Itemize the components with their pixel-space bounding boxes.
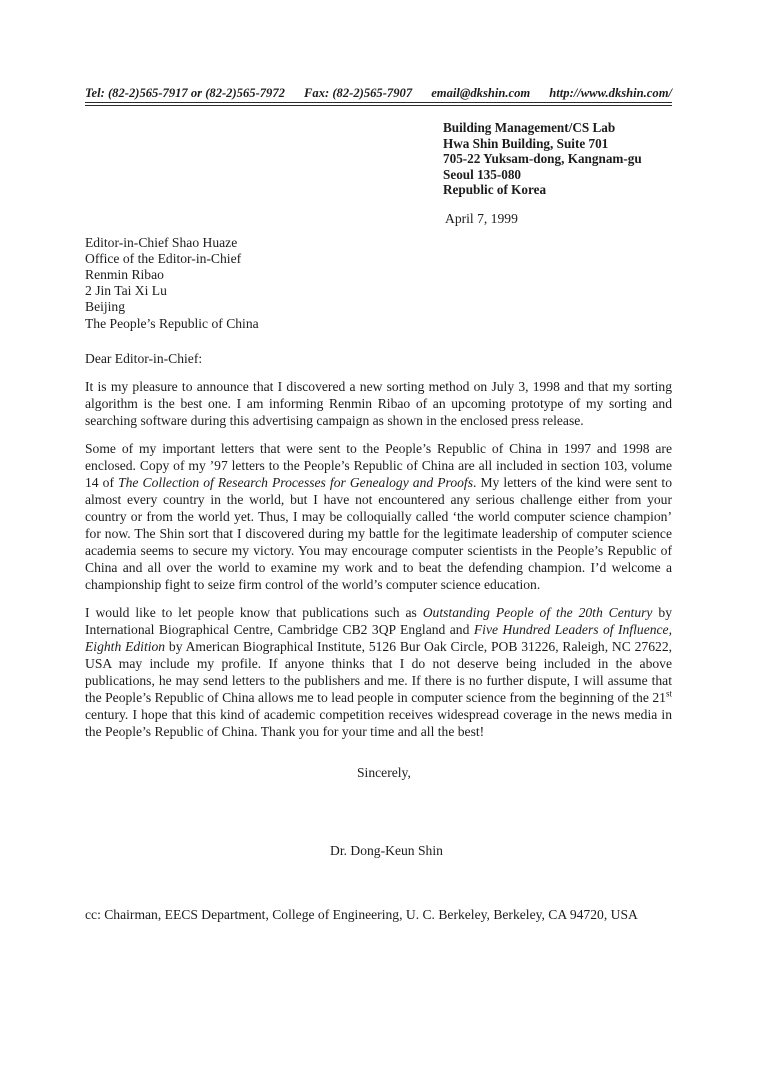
cc-line: cc: Chairman, EECS Department, College of Engineering, U. C. Berkeley, Berkeley, CA 94720, USA [85, 906, 638, 922]
recipient-line-3: Renmin Ribao [85, 266, 164, 282]
letterhead-tel: Tel: (82-2)565-7917 or (82-2)565-7972 [85, 86, 285, 100]
recipient-address-block [85, 235, 672, 332]
recipient-line-1: Editor-in-Chief Shao Huaze [85, 234, 238, 250]
letterhead-contact-rule [85, 86, 672, 106]
recipient-line-4: 2 Jin Tai Xi Lu [85, 283, 167, 299]
sender-line-4: Seoul 135-080 [443, 166, 522, 182]
sender-line-3: 705-22 Yuksam-dong, Kangnam-gu [443, 151, 642, 166]
recipient-line-2: Office of the Editor-in-Chief [85, 250, 242, 266]
body-paragraph-2: Some of my important letters that were sent to the People’s Republic of China in 1997 and 1998 are enclosed. Copy of my ’97 letters to the People’s Republic of China are all included in section 103, volume 14 of The Collection of Research Processes for Genealogy and Proofs. My letters of the kind were sent to almost every country in the world, but I have not encountered any serious challenge either from your country or from the world yet. Thus, I may be colloquially called ‘the world computer science champion’ for now. The Shin sort that I discovered during my battle for the legitimate leadership of computer science academia seems to secure my victory. You may encourage computer scientists in the People’s Republic of China and all over the world to examine my work and to beat the defending champion. I’d welcome a championship fight to seize firm control of the world’s computer science education. [85, 440, 672, 592]
sender-address-block [443, 120, 672, 198]
date-line: April 7, 1999 [445, 210, 518, 226]
letterhead-fax: Fax: (82-2)565-7907 [304, 86, 413, 100]
sender-line-5: Republic of Korea [443, 182, 547, 197]
salutation: Dear Editor-in-Chief: [85, 350, 203, 366]
signature-name: Dr. Dong-Keun Shin [330, 842, 443, 858]
sender-line-1: Building Management/CS Lab [443, 120, 616, 135]
letterhead-url: http://www.dkshin.com/ [549, 86, 672, 100]
sender-line-2: Hwa Shin Building, Suite 701 [443, 135, 609, 151]
letterhead-contact-line [85, 86, 672, 103]
recipient-line-6: The People’s Republic of China [85, 315, 259, 331]
letterhead-email: email@dkshin.com [431, 86, 531, 100]
closing-line: Sincerely, [357, 764, 411, 780]
body-paragraph-1: It is my pleasure to announce that I discovered a new sorting method on July 3, 1998 and that my sorting algorithm is the best one. I am informing Renmin Ribao of an upcoming prototype of my sorting and searching software during this advertising campaign as shown in the enclosed press release. [85, 378, 672, 428]
body-paragraph-3: I would like to let people know that publications such as Outstanding People of the 20th Century by International Biographical Centre, Cambridge CB2 3QP England and Five Hundred Leaders of Influence, Eighth Edition by American Biographical Institute, 5126 Bur Oak Circle, POB 31226, Raleigh, NC 27622, USA may include my profile. If anyone thinks that I do not deserve being included in the above publications, he may send letters to the publishers and me. If there is no further dispute, I will assume that the People’s Republic of China allows me to lead people in computer science from the beginning of the 21st century. I hope that this kind of academic competition receives widespread coverage in the news media in the People’s Republic of China. Thank you for your time and all the best! [85, 604, 673, 739]
recipient-line-5: Beijing [85, 299, 126, 315]
